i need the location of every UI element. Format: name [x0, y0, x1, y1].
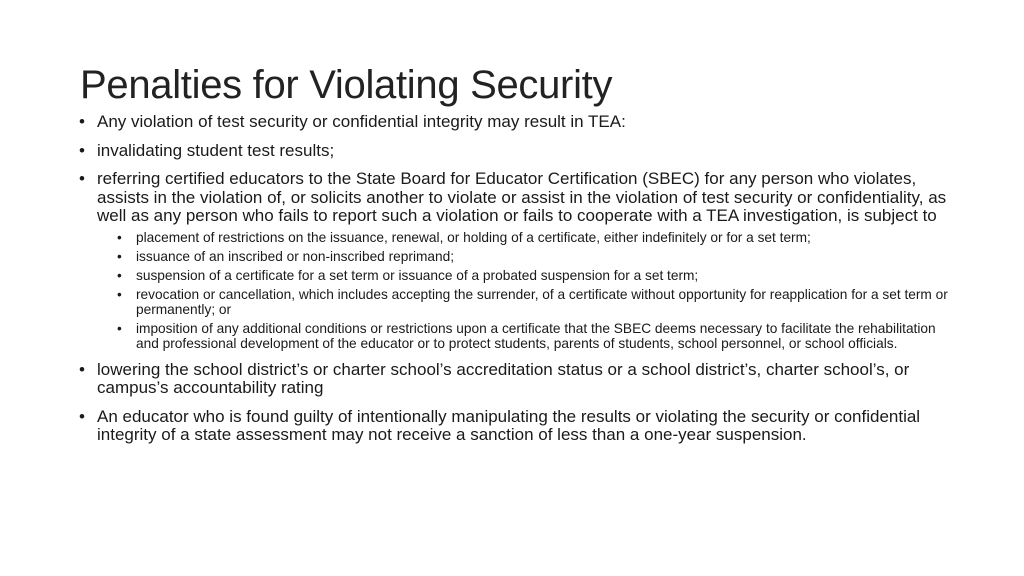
sub-bullet-text: issuance of an inscribed or non-inscribed reprimand; [136, 248, 455, 264]
bullet-item [79, 361, 959, 398]
sub-bullet-text: suspension of a certificate for a set term or issuance of a probated suspension for a set term; [136, 267, 699, 283]
bullet-item [79, 408, 959, 445]
sub-bullet-icon: • [117, 320, 122, 336]
sub-bullet-icon: • [117, 248, 122, 264]
bullet-icon: • [79, 359, 85, 379]
sub-bullet-list [97, 230, 959, 351]
bullet-text: An educator who is found guilty of intentionally manipulating the results or violating the security or confidential integrity of a state assessment may not receive a sanction of less than a one-year suspension. [97, 406, 921, 444]
bullet-item [79, 170, 959, 351]
bullet-icon: • [79, 169, 85, 188]
sub-bullet-item [117, 321, 959, 351]
sub-bullet-item [117, 287, 959, 317]
bullet-text: lowering the school district’s or charter school’s accreditation status or a school district’s, charter school’s, or campus’s accountability rating [97, 359, 910, 397]
bullet-icon: • [79, 112, 85, 131]
sub-bullet-item [117, 230, 959, 245]
bullet-item [79, 113, 959, 132]
bullet-item [79, 142, 959, 161]
sub-bullet-text: imposition of any additional conditions or restrictions upon a certificate that the SBEC deems necessary to facilitate the rehabilitation and professional development of the educator or to protect students, parents of students, school personnel, or school officials. [136, 320, 936, 351]
sub-bullet-item [117, 249, 959, 264]
sub-bullet-text: revocation or cancellation, which includes accepting the surrender, of a certificate without opportunity for reapplication for a set term or permanently; or [136, 286, 948, 317]
slide-title: Penalties for Violating Security [80, 63, 613, 107]
bullet-list [79, 113, 959, 445]
sub-bullet-icon: • [117, 229, 122, 245]
sub-bullet-item [117, 268, 959, 283]
bullet-icon: • [79, 406, 85, 426]
sub-bullet-icon: • [117, 267, 122, 283]
bullet-text: referring certified educators to the State Board for Educator Certification (SBEC) for any person who violates, assists in the violation of, or solicits another to violate or assist in the violation of test security or confidentiality, as well as any person who fails to report such a violation or fails to cooperate with a TEA investigation, is subject to [97, 169, 947, 225]
slide-body [79, 113, 959, 455]
sub-bullet-icon: • [117, 286, 122, 302]
bullet-text: Any violation of test security or confidential integrity may result in TEA: [97, 112, 626, 131]
sub-bullet-text: placement of restrictions on the issuance, renewal, or holding of a certificate, either indefinitely or for a set term; [136, 229, 811, 245]
bullet-icon: • [79, 140, 85, 160]
bullet-text: invalidating student test results; [97, 140, 335, 160]
